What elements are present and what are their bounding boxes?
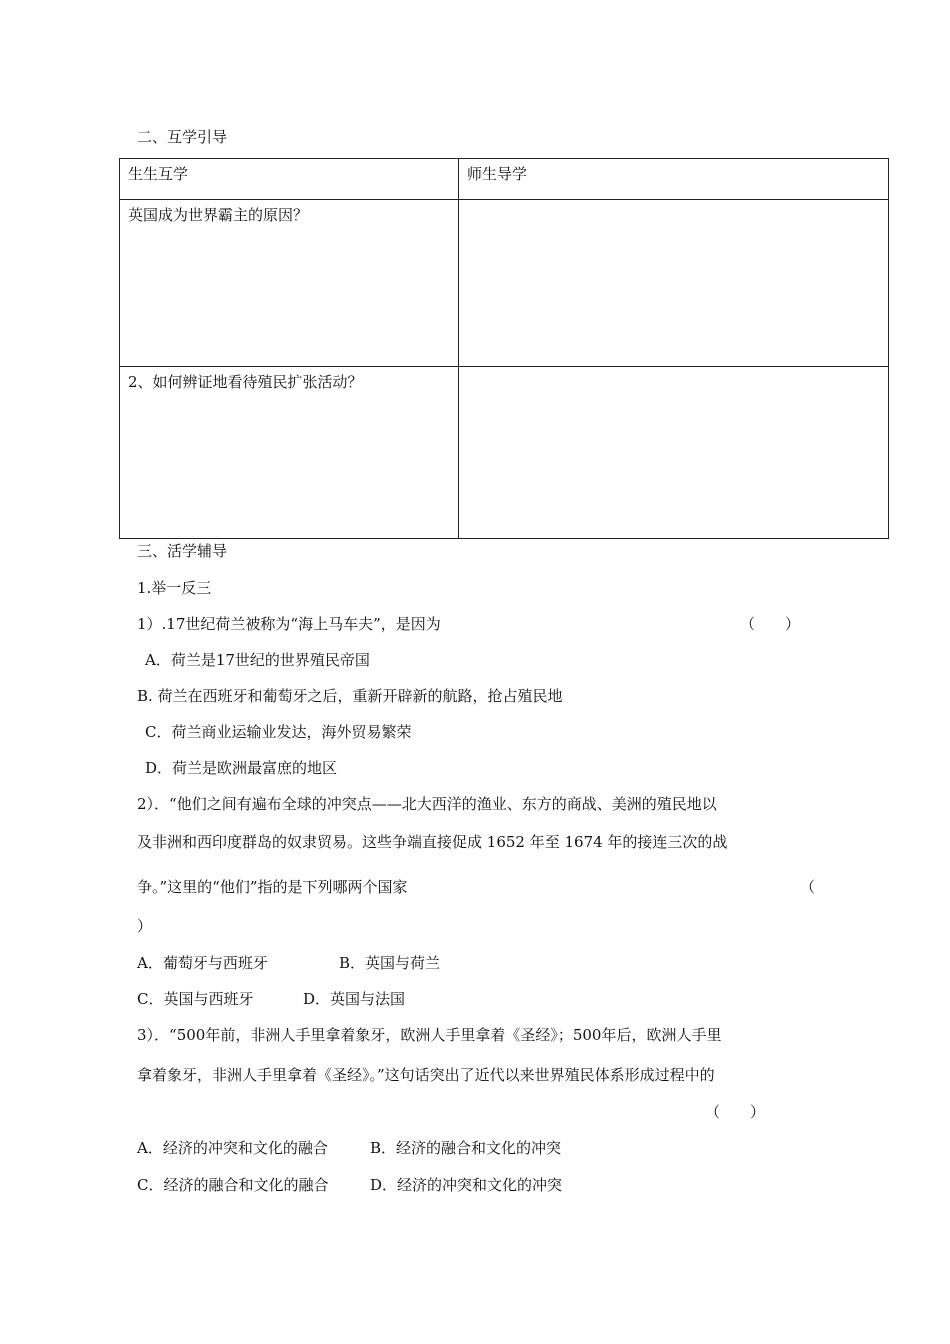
- q1-option-d: D．荷兰是欧洲最富庶的地区: [145, 759, 338, 777]
- header-student-mutual: 生生互学: [120, 159, 459, 200]
- section-heading-2: 二、互学引导: [137, 128, 228, 146]
- q1-option-a: A．荷兰是17世纪的世界殖民帝国: [145, 651, 370, 669]
- table-row: [120, 200, 889, 367]
- mutual-learning-table: [119, 158, 889, 539]
- subsection-heading: 1.举一反三: [137, 579, 212, 597]
- q3-answer-paren: （ ）: [705, 1103, 766, 1121]
- q3-option-c: C．经济的融合和文化的融合: [137, 1176, 329, 1194]
- q2-line-2: 及非洲和西印度群岛的奴隶贸易。这些争端直接促成 1652 年至 1674 年的接连三次的战: [137, 833, 728, 851]
- q1-stem: 1）.17世纪荷兰被称为“海上马车夫”，是因为: [137, 615, 441, 633]
- table-header-row: [120, 159, 889, 200]
- q1-answer-paren: （ ）: [740, 615, 801, 633]
- question-cell: 2、如何辨证地看待殖民扩张活动？: [120, 367, 459, 539]
- q3-option-b: B．经济的融合和文化的冲突: [370, 1139, 562, 1157]
- q1-option-c: C．荷兰商业运输业发达，海外贸易繁荣: [145, 723, 412, 741]
- q2-option-d: D．英国与法国: [303, 990, 406, 1008]
- answer-cell[interactable]: [459, 367, 889, 539]
- q2-paren-open: （: [800, 878, 816, 896]
- section-heading-3: 三、活学辅导: [137, 542, 228, 560]
- q2-line-3: 争。”这里的“他们”指的是下列哪两个国家: [137, 878, 408, 896]
- table-row: [120, 367, 889, 539]
- q3-option-d: D．经济的冲突和文化的冲突: [370, 1176, 563, 1194]
- q2-option-a: A．葡萄牙与西班牙: [137, 954, 268, 972]
- q2-paren-close: ）: [137, 917, 153, 935]
- q2-option-c: C．英国与西班牙: [137, 990, 254, 1008]
- q1-option-b: B. 荷兰在西班牙和葡萄牙之后，重新开辟新的航路，抢占殖民地: [137, 687, 563, 705]
- question-cell: 英国成为世界霸主的原因？: [120, 200, 459, 367]
- q2-option-b: B．英国与荷兰: [339, 954, 441, 972]
- q2-line-1: 2）．“他们之间有遍布全球的冲突点——北大西洋的渔业、东方的商战、美洲的殖民地以: [137, 795, 717, 813]
- q3-option-a: A．经济的冲突和文化的融合: [137, 1139, 328, 1157]
- header-teacher-guide: 师生导学: [459, 159, 889, 200]
- q3-line-1: 3）．“500年前，非洲人手里拿着象牙，欧洲人手里拿着《圣经》；500年后，欧洲人手里: [137, 1026, 722, 1044]
- q3-line-2: 拿着象牙，非洲人手里拿着《圣经》。”这句话突出了近代以来世界殖民体系形成过程中的: [137, 1066, 715, 1084]
- answer-cell[interactable]: [459, 200, 889, 367]
